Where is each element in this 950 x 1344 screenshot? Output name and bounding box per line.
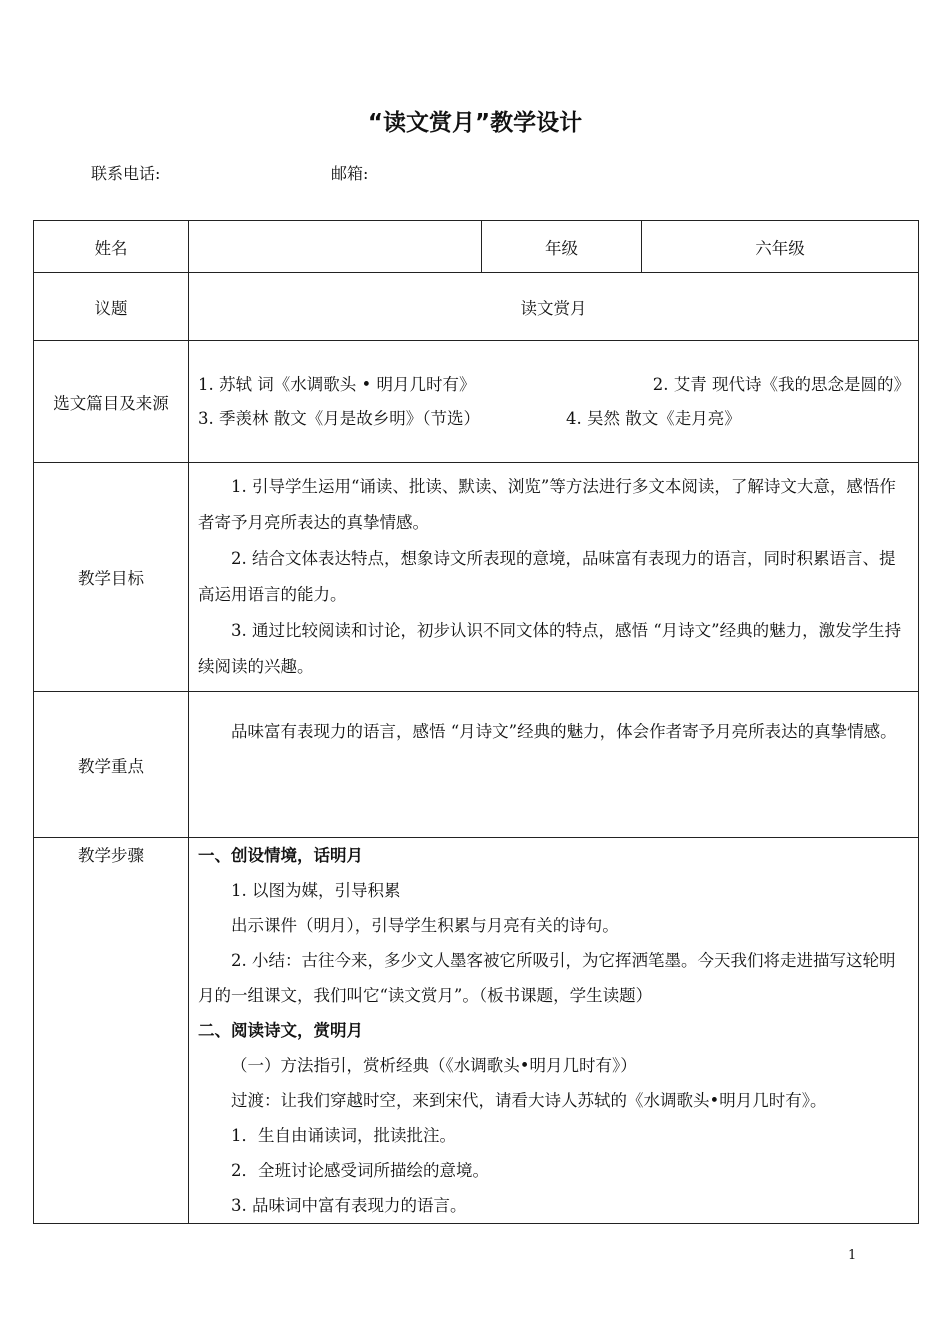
goals-cell [189, 463, 919, 692]
focus-cell [189, 692, 919, 838]
email-label: 邮箱: [331, 164, 369, 183]
steps-cell [189, 838, 919, 1224]
sources-cell [189, 341, 919, 463]
step-heading: 一、创设情境，话明月 [198, 846, 363, 865]
step-text: 2. 小结：古往今来，多少文人墨客被它所吸引，为它挥洒笔墨。今天我们将走进描写这轮明月的一组课文，我们叫它“读文赏月”。（板书课题，学生读题） [198, 951, 896, 1005]
goals-label: 教学目标 [34, 463, 189, 692]
source-item: 2. 艾青 现代诗《我的思念是圆的》 [652, 374, 910, 394]
name-label: 姓名 [34, 221, 189, 273]
step-text: 1．生自由诵读词，批读批注。 [231, 1126, 456, 1145]
topic-value: 读文赏月 [189, 273, 919, 341]
name-value [189, 221, 482, 273]
grade-value: 六年级 [642, 221, 919, 273]
focus-text: 品味富有表现力的语言，感悟 “月诗文”经典的魅力，体会作者寄予月亮所表达的真挚情感。 [231, 722, 897, 741]
goal-item: 3. 通过比较阅读和讨论，初步认识不同文体的特点，感悟 “月诗文”经典的魅力，激发学生持续阅读的兴趣。 [198, 621, 902, 676]
step-text: 3. 品味词中富有表现力的语言。 [231, 1196, 467, 1215]
source-item: 3. 季羡林 散文《月是故乡明》（节选） [198, 408, 480, 428]
focus-label: 教学重点 [34, 692, 189, 838]
topic-label: 议题 [34, 273, 189, 341]
lesson-plan-table [33, 220, 919, 1224]
sources-label: 选文篇目及来源 [34, 341, 189, 463]
steps-label: 教学步骤 [34, 838, 189, 1224]
page-title: “读文赏月”教学设计 [367, 110, 583, 136]
goal-item: 2. 结合文体表达特点，想象诗文所表现的意境，品味富有表现力的语言，同时积累语言、提高运用语言的能力。 [198, 549, 896, 604]
source-item: 4. 吴然 散文《走月亮》 [566, 408, 741, 428]
page-number: 1 [848, 1248, 857, 1263]
grade-label: 年级 [482, 221, 642, 273]
source-item: 1. 苏轼 词《水调歌头 • 明月几时有》 [198, 374, 476, 394]
step-text: 出示课件（明月），引导学生积累与月亮有关的诗句。 [231, 916, 619, 935]
step-text: 过渡：让我们穿越时空，来到宋代，请看大诗人苏轼的《水调歌头•明月几时有》。 [231, 1091, 827, 1110]
step-text: 1. 以图为媒，引导积累 [231, 881, 401, 900]
phone-label: 联系电话: [91, 164, 161, 183]
step-heading: 二、阅读诗文，赏明月 [198, 1021, 363, 1040]
step-text: （一）方法指引，赏析经典（《水调歌头•明月几时有》） [231, 1056, 637, 1075]
step-text: 2．全班讨论感受词所描绘的意境。 [231, 1161, 489, 1180]
goal-item: 1. 引导学生运用“诵读、批读、默读、浏览”等方法进行多文本阅读，了解诗文大意，感悟作者寄予月亮所表达的真挚情感。 [198, 477, 896, 532]
